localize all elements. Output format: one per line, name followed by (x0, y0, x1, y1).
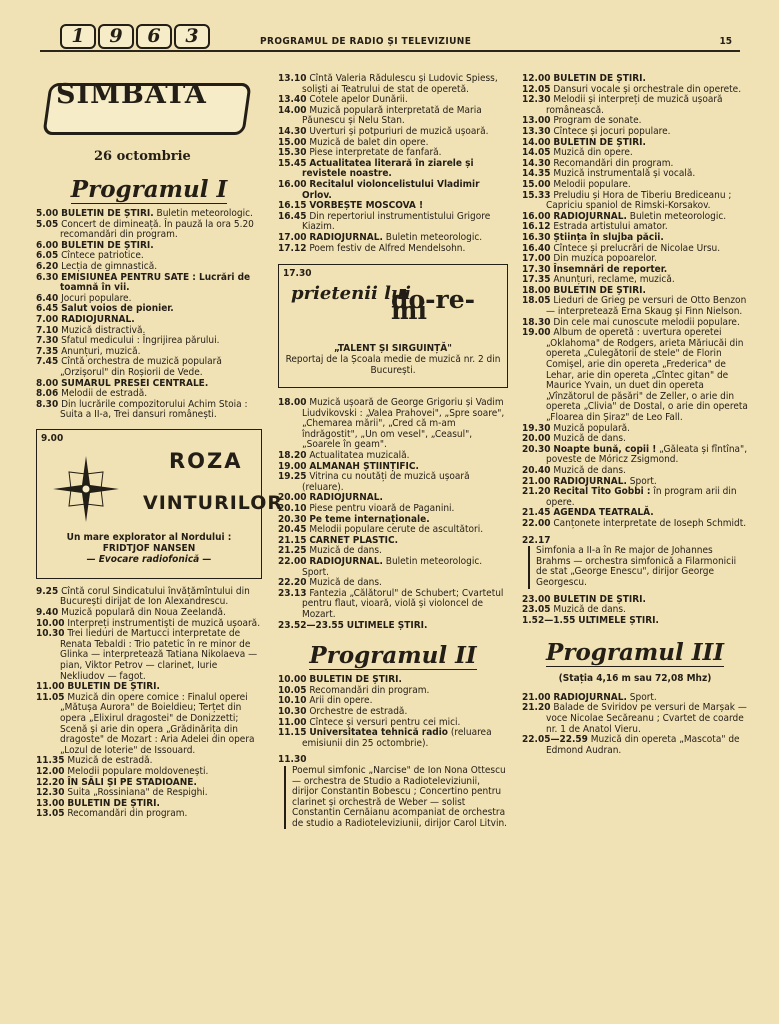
doremi-logo-script: prietenii lui (291, 283, 411, 305)
entry-text: Melodii populare cerute de ascultători. (309, 524, 484, 536)
entry-time: 11.05 (36, 691, 65, 703)
entry-time: 18.00 (278, 397, 307, 409)
entry-text: Din lucrările compozitorului Achim Stoia : Suita a II-a, Trei dansuri românești. (60, 398, 248, 421)
entry-text: Din repertoriul instrumentistului Grigore Kiazim. (302, 210, 491, 233)
entry-time: 19.00 (522, 327, 551, 339)
column-1 (36, 175, 283, 820)
year-digit: 1 (60, 24, 96, 49)
entry-heading: Pe teme internaționale. (309, 513, 430, 525)
entry-time: 6.00 (36, 239, 59, 251)
entry-time: 23.52—23.55 (278, 619, 344, 631)
entry-time: 20.45 (278, 524, 307, 536)
entry-time: 17.12 (278, 242, 307, 254)
entry-heading: BULETIN DE ȘTIRI. (553, 593, 646, 605)
entry-time: 23.13 (278, 587, 307, 599)
entry-text: Poem festiv de Alfred Mendelsohn. (309, 242, 466, 254)
entry-time: 6.05 (36, 250, 59, 262)
program-3-list (522, 693, 748, 757)
entry-heading: Recitalul violoncelistului Vladimir Orlov. (302, 178, 480, 201)
entry-text: „Găleata și fîntîna", poveste de Móricz Zsigmond. (546, 443, 748, 466)
compass-star-icon (51, 454, 121, 524)
entry-text: Canțonete interpretate de Ioseph Schmidt. (553, 517, 747, 529)
schedule-entry (36, 357, 262, 378)
schedule-entry (36, 273, 262, 294)
entry-text: Recomandări din program. (553, 157, 674, 169)
schedule-entry (36, 809, 262, 820)
entry-time: 11.30 (278, 754, 307, 766)
entry-time: 22.20 (278, 577, 307, 589)
entry-text: Muzică ușoară de George Grigoriu și Vadim Liudvikovski : „Valea Prahovei", „Spre soare", „Chemarea mării", „Cred că m-am îndrăgostit", „Un om vesel", „Ceasul", „Soarele în geam". (302, 397, 505, 451)
entry-text: Melodii populare moldovenești. (67, 765, 209, 777)
entry-text: Recomandări din program. (67, 808, 188, 820)
entry-heading: ULTIMELE ȘTIRI. (346, 619, 428, 631)
entry-time: 12.00 (522, 73, 551, 84)
schedule-entry (522, 191, 748, 212)
entry-time: 14.05 (522, 147, 551, 159)
entry-time: 10.00 (278, 674, 307, 686)
entry-time: 15.33 (522, 189, 551, 201)
entry-heading: ALMANAH ȘTIINȚIFIC. (309, 460, 419, 472)
entry-time: 12.30 (36, 787, 65, 799)
entry-heading: BULETIN DE ȘTIRI. (309, 674, 402, 686)
program-2-list-e (522, 595, 748, 627)
entry-time: 15.00 (522, 178, 551, 190)
entry-text: Simfonia a II-a în Re major de Johannes Brahms — orchestra simfonică a Filarmonicii de stat „George Enescu", dirijor George Georgescu. (528, 546, 748, 588)
entry-text: Poemul simfonic „Narcise" de Ion Nona Ottescu — orchestra de Studio a Radioteleviziunii, dirijor Constantin Bobescu ; Concertino pentru clarinet și orchestră de Weber — solist Constantin Cernăianu acompaniat de orchestra de studio a Radioteleviziunii, dirijor Carol Litvin. (284, 766, 508, 830)
entry-text: Muzică populară. (553, 422, 631, 434)
entry-time: 12.05 (522, 83, 551, 95)
entry-time: 9.25 (36, 585, 59, 597)
entry-time: 12.30 (522, 94, 551, 106)
entry-time: 22.17 (522, 534, 551, 546)
entry-text: Sport. (629, 475, 657, 487)
entry-time: 5.00 (36, 208, 59, 219)
program-2-list-a (278, 675, 508, 749)
entry-time: 22.05—22.59 (522, 734, 588, 746)
entry-text: Album de operetă : uvertura operetei „Oklahoma" de Rodgers, arieta Măriucăi din opereta „Culegătorii de stele" de Florin Comișel, arie din opereta „Frederica" de Lehar, arie din opereta „Cîntec gitan" de Maurice Yvain, un duet din opereta „Vînzătorul de păsări" de Zeller, o arie din opereta „Clivia" de Dostal, o arie din opereta „Floarea din Șiraz" de Leo Fall. (546, 327, 748, 423)
page-header (40, 22, 740, 52)
entry-time: 14.35 (522, 168, 551, 180)
entry-heading: AGENDA TEATRALĂ. (553, 507, 654, 519)
schedule-entry (522, 296, 748, 317)
entry-text: Muzică de dans. (553, 433, 626, 445)
entry-time: 6.45 (36, 303, 59, 315)
schedule-entry (36, 693, 262, 757)
entry-text: Cîntece patriotice. (61, 250, 144, 262)
entry-text: Dansuri vocale și orchestrale din operete. (553, 83, 742, 95)
entry-text: Uverturi și potpuriuri de muzică ușoară. (309, 125, 489, 137)
schedule-entry (278, 74, 508, 95)
entry-heading: RADIOJURNAL. (61, 313, 135, 325)
entry-text: Melodii de estradă. (61, 388, 148, 400)
entry-text: Muzică din opereta „Mascota" de Edmond Audran. (546, 734, 740, 756)
entry-time: 13.00 (522, 115, 551, 127)
entry-text: în program arii din opere. (546, 486, 737, 508)
entry-time: 17.35 (522, 274, 551, 286)
broadcast-date: 26 octombrie (94, 149, 191, 164)
entry-heading: RADIOJURNAL. (553, 475, 627, 487)
entry-time: 16.12 (522, 221, 551, 233)
entry-time: 21.20 (522, 702, 551, 714)
entry-time: 21.45 (522, 507, 551, 519)
entry-heading: BULETIN DE ȘTIRI. (61, 239, 154, 251)
program-2-list-c (522, 74, 748, 530)
entry-time: 13.40 (278, 94, 307, 106)
entry-text: Anunțuri, muzică. (61, 345, 141, 357)
entry-time: 6.20 (36, 260, 59, 272)
schedule-entry (278, 472, 508, 493)
entry-time: 13.00 (36, 797, 65, 809)
doremi-time: 17.30 (283, 268, 312, 280)
entry-time: 10.00 (36, 617, 65, 629)
schedule-entry (522, 487, 748, 508)
entry-text: Fantezia „Călătorul" de Schubert; Cvartetul pentru flaut, vioară, violă și violoncel de Mozart. (302, 587, 504, 620)
entry-time: 14.00 (522, 136, 551, 148)
schedule-entry (522, 616, 748, 627)
entry-heading: BULETIN DE ȘTIRI. (67, 797, 160, 809)
entry-text: Buletin meteorologic. (156, 208, 253, 219)
entry-text: Buletin meteorologic. Sport. (302, 556, 483, 578)
entry-time: 10.30 (278, 705, 307, 717)
entry-heading: RADIOJURNAL. (553, 691, 627, 703)
entry-time: 16.00 (522, 210, 551, 222)
entry-heading: RADIOJURNAL. (309, 492, 383, 504)
entry-time: 7.00 (36, 313, 59, 325)
doremi-box (278, 264, 508, 388)
entry-text: Cîntece și versuri pentru cei mici. (309, 716, 461, 728)
roza-time: 9.00 (41, 432, 64, 444)
entry-time: 8.06 (36, 388, 59, 400)
publication-title: PROGRAMUL DE RADIO ȘI TELEVIZIUNE (260, 36, 472, 47)
entry-heading: BULETIN DE ȘTIRI. (67, 681, 160, 693)
entry-text: Muzică populară interpretată de Maria Păunescu și Nelu Stan. (302, 104, 482, 127)
entry-time: 13.10 (278, 73, 307, 84)
roza-vinturilor-box (36, 429, 283, 579)
entry-time: 13.30 (522, 125, 551, 137)
program-1-list-b (36, 587, 262, 820)
entry-time: 12.00 (36, 765, 65, 777)
entry-time: 20.00 (278, 492, 307, 504)
entry-text: Muzică populară din Noua Zeelandă. (61, 607, 226, 619)
entry-text: Melodii și interpreți de muzică ușoară românească. (546, 94, 723, 116)
program-2-block-1130 (278, 755, 508, 829)
entry-time: 7.10 (36, 324, 59, 336)
entry-text: Cîntă Valeria Rădulescu și Ludovic Spiess, soliști ai Teatrului de stat de operetă. (302, 73, 498, 95)
entry-time: 19.25 (278, 471, 307, 483)
entry-text: Concert de dimineață. În pauză la ora 5.20 recomandări din program. (60, 218, 254, 241)
entry-time: 6.40 (36, 292, 59, 304)
entry-time: 11.00 (278, 716, 307, 728)
entry-text: Muzică din opere. (553, 147, 633, 159)
entry-time: 21.00 (522, 691, 551, 703)
schedule-entry (36, 629, 262, 682)
entry-text: Cotele apelor Dunării. (309, 94, 408, 106)
entry-text: Muzică de dans. (309, 577, 382, 589)
entry-text: Sport. (629, 691, 657, 703)
entry-text: Suita „Rossiniana" de Respighi. (67, 787, 208, 799)
entry-heading: Însemnări de reporter. (553, 263, 668, 275)
schedule-entry (278, 621, 508, 632)
entry-heading: RADIOJURNAL. (309, 231, 383, 243)
year-digit: 3 (174, 24, 210, 49)
schedule-entry (36, 220, 262, 241)
entry-time: 12.20 (36, 776, 65, 788)
schedule-entry (278, 589, 508, 621)
entry-time: 19.30 (522, 422, 551, 434)
entry-time: 15.30 (278, 147, 307, 159)
schedule-entry (278, 180, 508, 201)
entry-time: 17.30 (522, 263, 551, 275)
entry-text: Cîntă orchestra de muzică populară „Orzișorul" din Roșiorii de Vede. (60, 356, 222, 378)
entry-time: 22.00 (522, 517, 551, 529)
entry-heading: EMISIUNEA PENTRU SATE : Lucrări de toamnă în vii. (60, 271, 251, 294)
entry-time: 20.30 (522, 443, 551, 455)
schedule-entry (278, 398, 508, 451)
roza-title-line1: ROZA (169, 448, 243, 473)
entry-text: Cîntece și prelucrări de Nicolae Ursu. (553, 242, 721, 254)
entry-time: 21.20 (522, 486, 551, 498)
entry-time: 20.40 (522, 464, 551, 476)
entry-time: 1.52—1.55 (522, 614, 576, 626)
entry-text: Piese interpretate de fanfară. (309, 147, 442, 159)
schedule-entry (36, 400, 262, 421)
entry-heading: ULTIMELE ȘTIRI. (578, 614, 659, 626)
entry-time: 23.05 (522, 604, 551, 616)
entry-time: 20.30 (278, 513, 307, 525)
program-2-title: Programul II (309, 642, 477, 670)
program-1-list-c (278, 74, 508, 254)
entry-time: 11.35 (36, 755, 65, 767)
entry-text: Arii din opere. (309, 695, 373, 707)
program-1-list-a (36, 209, 262, 421)
entry-heading: Noapte bună, copii ! (553, 443, 657, 455)
entry-time: 7.45 (36, 356, 59, 368)
entry-text: Din cele mai cunoscute melodii populare. (553, 316, 740, 328)
schedule-entry (522, 445, 748, 466)
entry-heading: Știința în slujba păcii. (553, 231, 664, 243)
schedule-entry (278, 159, 508, 180)
entry-time: 15.00 (278, 136, 307, 148)
schedule-entry (278, 244, 508, 255)
schedule-entry (278, 557, 508, 578)
entry-text: Actualitatea muzicală. (309, 450, 410, 462)
schedule-entry (522, 703, 748, 735)
entry-time: 23.00 (522, 593, 551, 605)
entry-heading: Salut voios de pionier. (61, 303, 174, 315)
entry-time: 13.05 (36, 808, 65, 820)
year-digit: 9 (98, 24, 134, 49)
entry-text: Recomandări din program. (309, 684, 430, 696)
entry-text: Lecția de gimnastică. (61, 260, 158, 272)
program-2-block-2217 (522, 536, 748, 589)
entry-time: 7.30 (36, 335, 59, 347)
entry-heading: BULETIN DE ȘTIRI. (61, 208, 154, 219)
entry-time: 16.40 (522, 242, 551, 254)
entry-heading: ÎN SĂLI ȘI PE STADIOANE. (67, 776, 197, 788)
entry-heading: CARNET PLASTIC. (309, 534, 399, 546)
entry-time: 21.00 (522, 475, 551, 487)
entry-time: 10.10 (278, 695, 307, 707)
entry-heading: RADIOJURNAL. (553, 210, 627, 222)
entry-text: Lieduri de Grieg pe versuri de Otto Benzon — interpretează Erna Skaug și Finn Nielson. (546, 295, 747, 318)
entry-time: 19.00 (278, 460, 307, 472)
entry-text: Program de sonate. (553, 115, 642, 127)
entry-time: 5.05 (36, 218, 59, 230)
entry-time: 10.30 (36, 628, 65, 640)
entry-time: 15.45 (278, 157, 307, 169)
column-2 (278, 74, 508, 829)
entry-text: (reluarea emisiunii din 25 octombrie). (302, 727, 492, 749)
entry-heading: BULETIN DE ȘTIRI. (553, 73, 646, 84)
schedule-entry (522, 519, 748, 530)
entry-text: Muzică distractivă. (61, 324, 146, 336)
entry-text: Buletin meteorologic. (629, 210, 727, 222)
entry-time: 16.30 (522, 231, 551, 243)
entry-time: 11.00 (36, 681, 65, 693)
schedule-entry (278, 212, 508, 233)
entry-time: 14.00 (278, 104, 307, 116)
roza-title-line2: VINTURILOR (143, 491, 283, 514)
doremi-logo-notes: do-re-mi (391, 285, 475, 325)
entry-heading: Recital Tito Gobbi : (553, 486, 651, 498)
entry-time: 18.20 (278, 450, 307, 462)
entry-heading: SUMARUL PRESEI CENTRALE. (61, 377, 209, 389)
entry-text: Muzică din opere comice : Finalul operei „Mătușa Aurora" de Boieldieu; Terțet din opera „Elixirul dragostei" de Donizzetti; Scenă și arie din opera „Grădinărița din dragoste" de Mozart : Aria Adelei din opera „Lozul de loterie" de Issouard. (60, 691, 255, 756)
entry-time: 21.15 (278, 534, 307, 546)
entry-time: 18.05 (522, 295, 551, 307)
entry-time: 8.00 (36, 377, 59, 389)
entry-heading: BULETIN DE ȘTIRI. (553, 136, 646, 148)
entry-time: 17.00 (278, 231, 307, 243)
entry-text: Muzică instrumentală și vocală. (553, 168, 696, 180)
entry-time: 8.30 (36, 398, 59, 410)
entry-text: Muzică de dans. (553, 464, 626, 476)
entry-text: Interpreți instrumentiști de muzică ușoară. (67, 617, 261, 629)
entry-text: Vitrina cu noutăți de muzică ușoară (reluare). (302, 471, 470, 493)
entry-time: 14.30 (522, 157, 551, 169)
entry-text: Preludiu și Hora de Tiberiu Brediceanu ; Capriciu spaniol de Rimski-Korsakov. (546, 189, 732, 212)
entry-heading: Actualitatea literară în ziarele și revistele noastre. (302, 157, 474, 180)
entry-time: 22.00 (278, 556, 307, 567)
roza-subtitle: Un mare explorator al Nordului : FRIDTJOF NANSEN — Evocare radiofonică — (66, 531, 232, 565)
entry-text: Trei lieduri de Martucci interpretate de Renata Tebaldi : Trio patetic în re minor de Glinka — interpretează Tatiana Nikolaeva — pian, Viktor Petrov — clarinet, Iurie Nekliudov — fagot. (60, 628, 258, 682)
entry-text: Estrada artistului amator. (553, 221, 668, 233)
entry-time: 16.00 (278, 178, 307, 190)
entry-heading: RADIOJURNAL. (309, 556, 383, 567)
entry-text: Orchestre de estradă. (309, 705, 408, 717)
schedule-entry (522, 95, 748, 116)
schedule-entry (36, 587, 262, 608)
entry-time: 16.45 (278, 210, 307, 222)
entry-time: 7.35 (36, 345, 59, 357)
day-banner: SIMBATA (56, 79, 207, 110)
program-3-station: (Stația 4,16 m sau 72,08 Mhz) (558, 673, 712, 685)
entry-time: 9.40 (36, 607, 59, 619)
schedule-entry (278, 728, 508, 749)
entry-text: Cîntece și jocuri populare. (553, 125, 671, 137)
entry-text: Muzică de dans. (553, 604, 626, 616)
column-3 (522, 74, 748, 756)
entry-time: 20.10 (278, 503, 307, 515)
entry-text: Piese pentru vioară de Paganini. (309, 503, 455, 515)
doremi-subtitle: „TALENT ȘI SIRGUINȚĂ" Reportaj de la Școala medie de muzică nr. 2 din București. (285, 343, 501, 377)
entry-time: 20.00 (522, 433, 551, 445)
entry-text: Muzică de estradă. (67, 755, 153, 767)
program-1-list-d (278, 398, 508, 631)
entry-heading: VORBEȘTE MOSCOVA ! (309, 200, 424, 212)
entry-time: 16.15 (278, 200, 307, 212)
page-number: 15 (719, 36, 732, 47)
entry-text: Melodii populare. (553, 178, 631, 190)
entry-text: Jocuri populare. (61, 292, 132, 304)
entry-time: 14.30 (278, 125, 307, 137)
entry-time: 11.15 (278, 727, 307, 739)
program-3-title: Programul III (546, 639, 724, 667)
entry-text: Buletin meteorologic. (385, 231, 483, 243)
entry-text: Cîntă corul Sindicatului învățămîntului din București dirijat de Ion Alexandrescu. (60, 585, 250, 608)
entry-text: Anunțuri, reclame, muzică. (553, 274, 675, 286)
entry-time: 6.30 (36, 271, 59, 283)
schedule-entry (522, 328, 748, 423)
entry-text: Muzică de balet din opere. (309, 136, 429, 148)
program-1-title: Programul I (70, 176, 228, 203)
entry-heading: Universitatea tehnică radio (309, 727, 448, 739)
entry-text: Din muzica popoarelor. (553, 253, 657, 265)
entry-time: 21.25 (278, 545, 307, 557)
entry-text: Muzică de dans. (309, 545, 382, 557)
entry-heading: BULETIN DE ȘTIRI. (553, 284, 646, 296)
entry-time: 10.05 (278, 684, 307, 696)
schedule-entry (522, 735, 748, 756)
entry-time: 18.30 (522, 316, 551, 328)
entry-time: 17.00 (522, 253, 551, 265)
year-digit: 6 (136, 24, 172, 49)
entry-text: Balade de Sviridov pe versuri de Marșak — voce Nicolae Secăreanu ; Cvartet de coarde nr. 1 de Anatol Vieru. (546, 702, 747, 735)
entry-time: 18.00 (522, 284, 551, 296)
year-badge (60, 24, 210, 49)
entry-text: Sfatul medicului : Îngrijirea părului. (61, 335, 220, 347)
schedule-entry (278, 106, 508, 127)
